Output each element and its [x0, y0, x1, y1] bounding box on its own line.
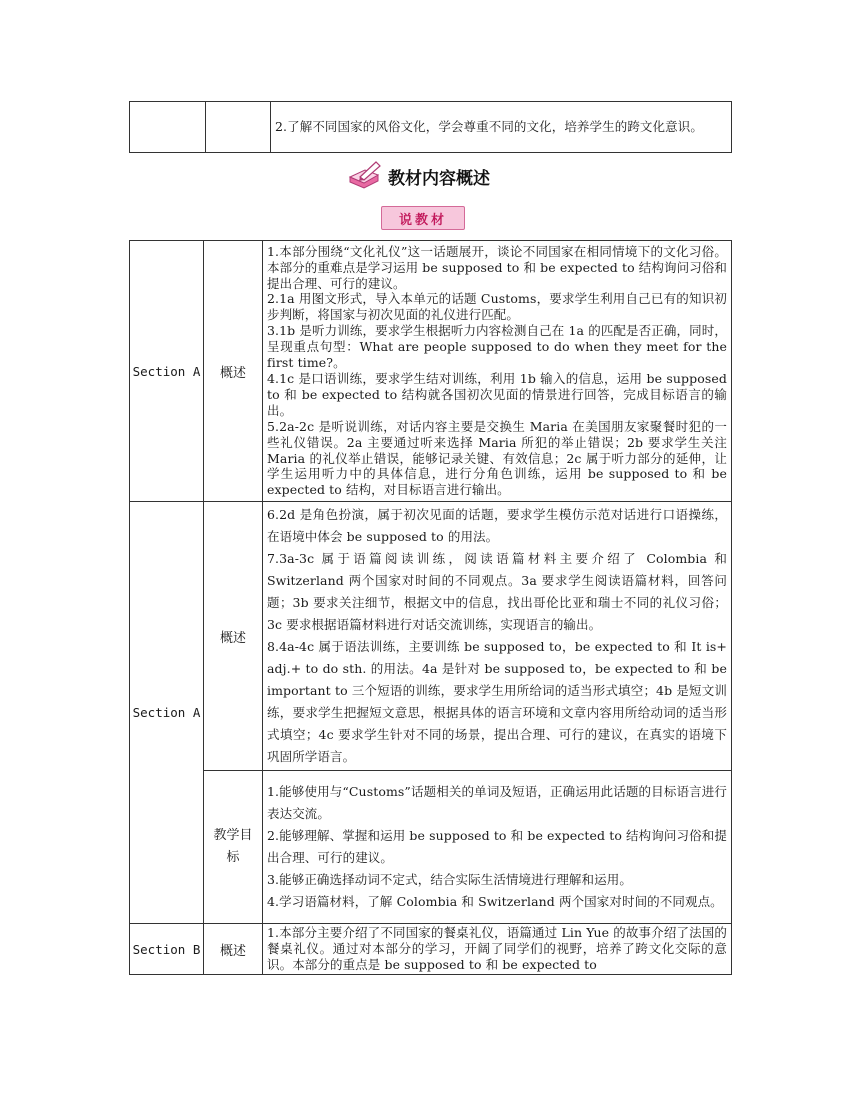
empty-cell [130, 102, 206, 153]
table-row [130, 771, 732, 924]
overview-item: 3.1b 是听力训练，要求学生根据听力内容检测自己在 1a 的匹配是否正确，同时，呈现重点句型：What are people supposed to do when they meet for the first time?。 [267, 323, 727, 371]
overview-item: 1.本部分围绕“文化礼仪”这一话题展开，谈论不同国家在相同情境下的文化习俗。本部分的重难点是学习运用 be supposed to 和 be expected to 结构询问习俗和提出合理、可行的建议。 [267, 243, 727, 291]
section-label: Section A [130, 241, 204, 502]
overview-item: 2.1a 用图文形式，导入本单元的话题 Customs，要求学生利用自己已有的知识初步判断，将国家与初次见面的礼仪进行匹配。 [267, 291, 727, 323]
overview-item: 5.2a-2c 是听说训练，对话内容主要是交换生 Maria 在美国朋友家聚餐时犯的一些礼仪错误。2a 主要通过听来选择 Maria 所犯的举止错误；2b 要求学生关注 Maria 的礼仪举止错误，能够记录关键、有效信息；2c 属于听力部分的延伸，让学生运用听力中的具体信息，进行分角色训练，运用 be supposed to 和 be expected to 结构，对目标语言进行输出。 [267, 418, 727, 498]
heading-title: 教材内容概述 [388, 168, 490, 189]
goal-item: 2.能够理解、掌握和运用 be supposed to 和 be expected to 结构询问习俗和提出合理、可行的建议。 [267, 828, 727, 865]
goal-label: 教学目标 [204, 771, 263, 924]
type-label: 概述 [204, 924, 263, 975]
table-row [130, 924, 732, 975]
overview-item: 4.1c 是口语训练，要求学生结对训练，利用 1b 输入的信息，运用 be supposed to 和 be expected to 结构就各国初次见面的情景进行回答，完成目标语言的输出。 [267, 371, 727, 418]
badge-label: 说教材 [398, 212, 447, 228]
goal-item: 1.能够使用与“Customs”话题相关的单词及短语，正确运用此话题的目标语言进行表达交流。 [267, 784, 727, 821]
overview-item: 1.本部分主要介绍了不同国家的餐桌礼仪，语篇通过 Lin Yue 的故事介绍了法国的餐桌礼仪。通过对本部分的学习，开阔了同学们的视野，培养了跨文化交际的意识。本部分的重点是 be supposed to 和 be expected to [267, 925, 727, 972]
overview-cell [263, 241, 732, 502]
section-label: Section B [130, 924, 204, 975]
objectives-table-continuation [129, 101, 732, 153]
pencil-book-icon [348, 159, 382, 193]
type-label: 概述 [204, 241, 263, 502]
section-badge [381, 206, 465, 230]
type-label: 概述 [204, 502, 263, 771]
objective-text: 2.了解不同国家的风俗文化，学会尊重不同的文化，培养学生的跨文化意识。 [271, 102, 732, 153]
overview-cell [263, 502, 732, 771]
content-overview-table [129, 240, 732, 975]
section-heading [348, 160, 490, 192]
goals-cell [263, 771, 732, 924]
overview-item: 7.3a-3c 属于语篇阅读训练，阅读语篇材料主要介绍了 Colombia 和 Switzerland 两个国家对时间的不同观点。3a 要求学生阅读语篇材料，回答问题；3b 要求关注细节，根据文中的信息，找出哥伦比亚和瑞士不同的礼仪习俗；3c 要求根据语篇材料进行对话交流训练，实现语言的输出。 [267, 551, 727, 632]
goal-item: 4.学习语篇材料，了解 Colombia 和 Switzerland 两个国家对时间的不同观点。 [267, 894, 723, 909]
table-row [130, 502, 732, 771]
empty-cell [206, 102, 271, 153]
table-row [130, 102, 732, 153]
table-row [130, 241, 732, 502]
overview-cell [263, 924, 732, 975]
section-label: Section A [130, 502, 204, 924]
overview-item: 6.2d 是角色扮演，属于初次见面的话题，要求学生模仿示范对话进行口语操练，在语境中体会 be supposed to 的用法。 [267, 507, 727, 544]
goal-item: 3.能够正确选择动词不定式，结合实际生活情境进行理解和运用。 [267, 872, 632, 887]
overview-item: 8.4a-4c 属于语法训练，主要训练 be supposed to，be expected to 和 It is+ adj.+ to do sth. 的用法。4a 是针对 be supposed to，be expected to 和 be important to 三个短语的训练，要求学生用所给词的适当形式填空；4b 是短文训练，要求学生把握短文意思，根据具体的语言环境和文章内容用所给动词的适当形式填空；4c 要求学生针对不同的场景，提出合理、可行的建议，在真实的语境下巩固所学语言。 [267, 639, 727, 764]
